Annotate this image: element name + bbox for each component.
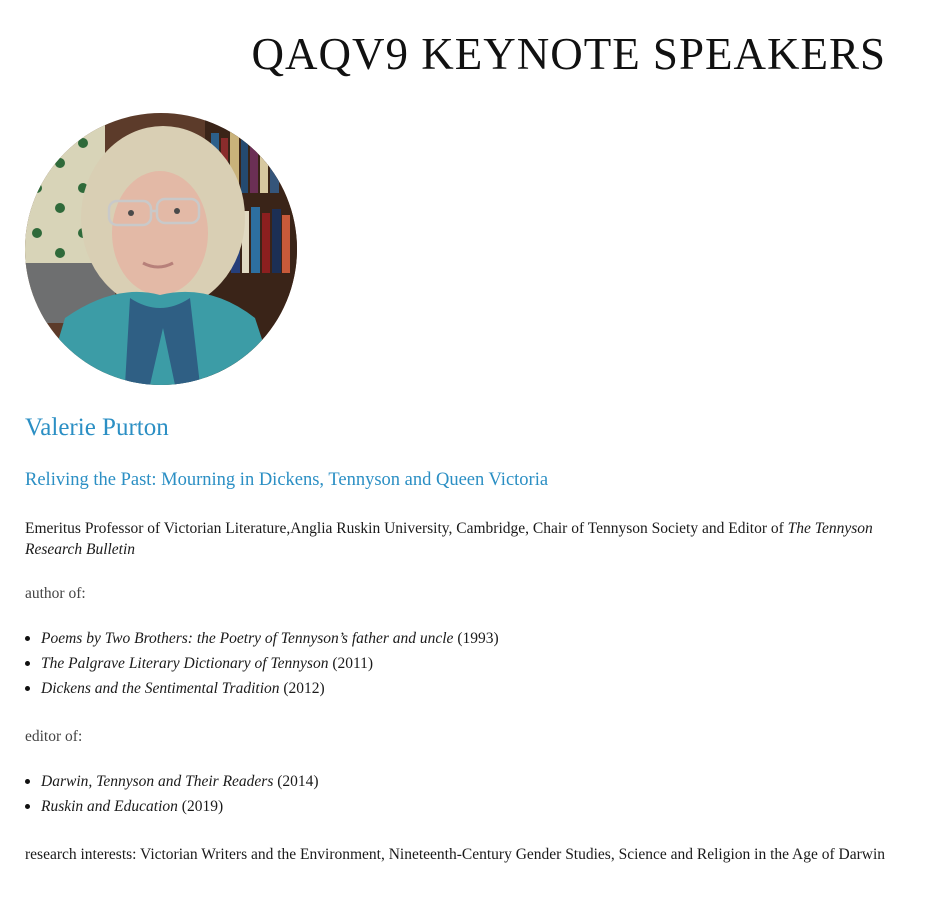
bio-journal: The Tennyson Research Bulletin	[25, 520, 873, 558]
work-title: Darwin, Tennyson and Their Readers	[41, 773, 274, 790]
author-label: author of:	[25, 585, 86, 602]
work-title: The Palgrave Literary Dictionary of Tennyson	[41, 655, 329, 672]
speaker-portrait	[25, 113, 297, 385]
research-interests: research interests: Victorian Writers and the Environment, Nineteenth-Century Gender Studies, Science and Religion in the Age of Darwin	[25, 846, 886, 863]
work-year: (1993)	[453, 630, 499, 647]
author-works-list	[25, 626, 499, 701]
list-item	[25, 676, 499, 701]
bullet-icon	[25, 804, 30, 809]
talk-title: Reliving the Past: Mourning in Dickens, Tennyson and Queen Victoria	[25, 470, 549, 490]
bullet-icon	[25, 661, 30, 666]
speaker-bio	[25, 518, 905, 560]
bullet-icon	[25, 636, 30, 641]
bullet-icon	[25, 779, 30, 784]
bio-text: Emeritus Professor of Victorian Literature,Anglia Ruskin University, Cambridge, Chair of Tennyson Society and Editor of	[25, 520, 788, 537]
speaker-name: Valerie Purton	[25, 414, 169, 441]
editor-label: editor of:	[25, 728, 83, 745]
work-title: Poems by Two Brothers: the Poetry of Tennyson’s father and uncle	[41, 630, 454, 647]
work-year: (2019)	[177, 798, 224, 815]
bullet-icon	[25, 686, 30, 691]
work-year: (2011)	[328, 655, 374, 672]
editor-works-list	[25, 769, 319, 819]
list-item	[25, 769, 319, 794]
page-title: QAQV9 KEYNOTE SPEAKERS	[251, 29, 886, 79]
portrait-image	[25, 113, 297, 385]
list-item	[25, 626, 499, 651]
list-item	[25, 794, 319, 819]
work-year: (2014)	[273, 773, 319, 790]
work-year: (2012)	[283, 680, 325, 697]
work-title: Dickens and the Sentimental Tradition	[41, 680, 284, 697]
list-item	[25, 651, 499, 676]
work-title: Ruskin and Education	[41, 798, 178, 815]
